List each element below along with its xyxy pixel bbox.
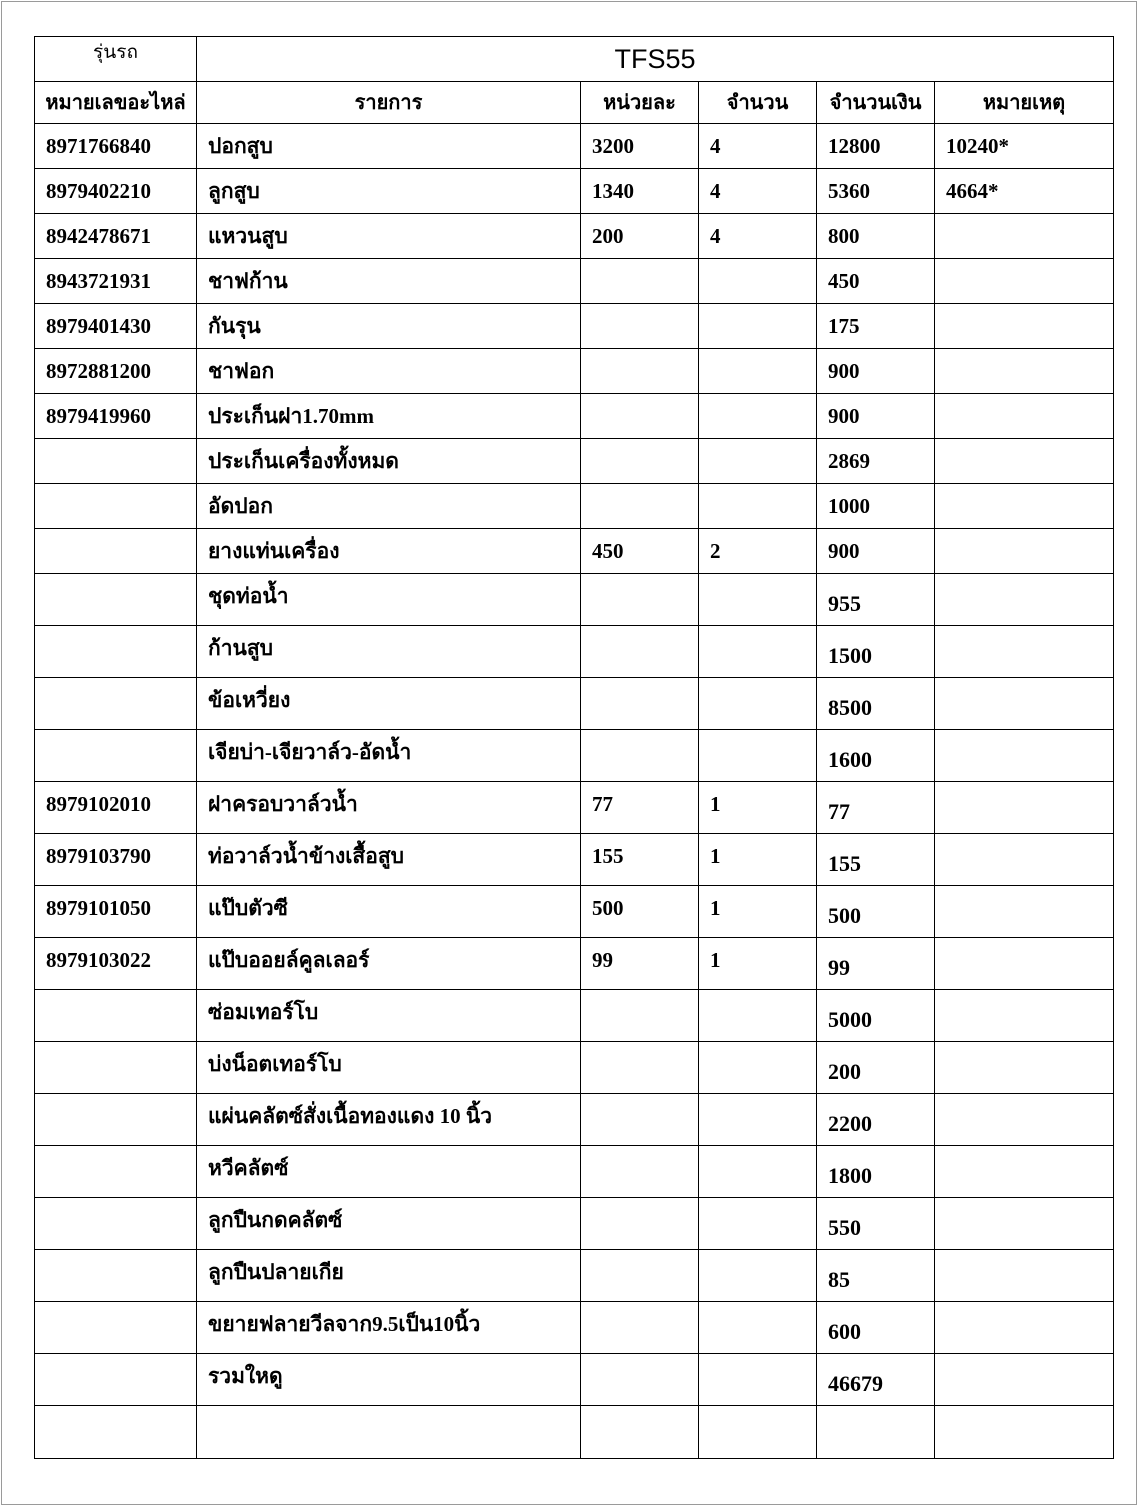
unit-price-cell: 1340 [581, 169, 699, 214]
unit-price-cell [581, 439, 699, 484]
item-cell: ท่อวาล์วน้ำข้างเสื้อสูบ [197, 834, 581, 886]
table-row [35, 349, 1114, 394]
column-header-qty: จำนวน [699, 82, 817, 124]
amount-cell: 155 [817, 834, 935, 886]
note-cell [935, 938, 1114, 990]
amount-cell: 500 [817, 886, 935, 938]
amount-cell: 450 [817, 259, 935, 304]
unit-price-cell [581, 1406, 699, 1459]
table-row [35, 1094, 1114, 1146]
item-cell: แหวนสูบ [197, 214, 581, 259]
unit-price-cell [581, 484, 699, 529]
unit-price-cell [581, 574, 699, 626]
unit-price-cell [581, 626, 699, 678]
quantity-cell [699, 259, 817, 304]
item-cell [197, 1406, 581, 1459]
quantity-cell [699, 1354, 817, 1406]
note-cell [935, 730, 1114, 782]
item-cell: ประเก็นฝา1.70mm [197, 394, 581, 439]
amount-cell: 900 [817, 349, 935, 394]
part-number-cell [35, 439, 197, 484]
item-cell: ลูกสูบ [197, 169, 581, 214]
table-row [35, 626, 1114, 678]
unit-price-cell [581, 1250, 699, 1302]
quantity-cell [699, 574, 817, 626]
item-cell: ชาฟก้าน [197, 259, 581, 304]
document-page [1, 1, 1137, 1505]
part-number-cell [35, 1198, 197, 1250]
amount-cell: 900 [817, 394, 935, 439]
part-number-cell [35, 529, 197, 574]
unit-price-cell [581, 730, 699, 782]
parts-table [34, 36, 1114, 1459]
quantity-cell: 4 [699, 169, 817, 214]
unit-price-cell: 99 [581, 938, 699, 990]
unit-price-cell [581, 1354, 699, 1406]
note-cell [935, 259, 1114, 304]
table-row [35, 1302, 1114, 1354]
part-number-cell [35, 1146, 197, 1198]
note-cell [935, 394, 1114, 439]
table-row [35, 214, 1114, 259]
note-cell [935, 1302, 1114, 1354]
note-cell [935, 626, 1114, 678]
item-cell: ก้านสูบ [197, 626, 581, 678]
part-number-cell: 8979102010 [35, 782, 197, 834]
unit-price-cell: 200 [581, 214, 699, 259]
note-cell [935, 678, 1114, 730]
quantity-cell [699, 1406, 817, 1459]
column-header-part-no: หมายเลขอะไหล่ [35, 82, 197, 124]
table-row [35, 484, 1114, 529]
part-number-cell: 8972881200 [35, 349, 197, 394]
note-cell [935, 1146, 1114, 1198]
quantity-cell [699, 990, 817, 1042]
part-number-cell: 8979419960 [35, 394, 197, 439]
quantity-cell: 1 [699, 886, 817, 938]
quantity-cell [699, 394, 817, 439]
part-number-cell: 8943721931 [35, 259, 197, 304]
table-row [35, 1250, 1114, 1302]
amount-cell: 1800 [817, 1146, 935, 1198]
item-cell: ชุดท่อน้ำ [197, 574, 581, 626]
item-cell: แป๊บออยล์คูลเลอร์ [197, 938, 581, 990]
amount-cell: 600 [817, 1302, 935, 1354]
note-cell: 4664* [935, 169, 1114, 214]
quantity-cell [699, 1042, 817, 1094]
part-number-cell [35, 1302, 197, 1354]
table-row [35, 886, 1114, 938]
table-row [35, 782, 1114, 834]
quantity-cell [699, 1094, 817, 1146]
amount-cell: 955 [817, 574, 935, 626]
item-cell: รวมใหดู [197, 1354, 581, 1406]
amount-cell [817, 1406, 935, 1459]
quantity-cell: 4 [699, 124, 817, 169]
item-cell: ยางแท่นเครื่อง [197, 529, 581, 574]
unit-price-cell: 155 [581, 834, 699, 886]
amount-cell: 2200 [817, 1094, 935, 1146]
item-cell: ชาฟอก [197, 349, 581, 394]
note-cell [935, 1406, 1114, 1459]
unit-price-cell [581, 678, 699, 730]
table-row [35, 990, 1114, 1042]
item-cell: อัดปอก [197, 484, 581, 529]
model-value: TFS55 [197, 37, 1114, 82]
unit-price-cell [581, 394, 699, 439]
table-row [35, 124, 1114, 169]
model-row [35, 37, 1114, 82]
model-label: รุ่นรถ [35, 37, 197, 82]
amount-cell: 1600 [817, 730, 935, 782]
part-number-cell [35, 1042, 197, 1094]
unit-price-cell: 450 [581, 529, 699, 574]
amount-cell: 900 [817, 529, 935, 574]
item-cell: แผ่นคลัตซ์สั่งเนื้อทองแดง 10 นิ้ว [197, 1094, 581, 1146]
column-header-row [35, 82, 1114, 124]
part-number-cell [35, 574, 197, 626]
note-cell [935, 484, 1114, 529]
amount-cell: 550 [817, 1198, 935, 1250]
quantity-cell [699, 439, 817, 484]
item-cell: แป๊บตัวซี [197, 886, 581, 938]
unit-price-cell [581, 259, 699, 304]
quantity-cell [699, 1146, 817, 1198]
note-cell [935, 1042, 1114, 1094]
note-cell [935, 439, 1114, 484]
part-number-cell [35, 626, 197, 678]
note-cell [935, 1094, 1114, 1146]
quantity-cell: 1 [699, 834, 817, 886]
quantity-cell: 4 [699, 214, 817, 259]
item-cell: กันรุน [197, 304, 581, 349]
note-cell [935, 886, 1114, 938]
table-row [35, 394, 1114, 439]
part-number-cell: 8979401430 [35, 304, 197, 349]
quantity-cell [699, 1302, 817, 1354]
amount-cell: 46679 [817, 1354, 935, 1406]
unit-price-cell: 77 [581, 782, 699, 834]
unit-price-cell: 500 [581, 886, 699, 938]
unit-price-cell [581, 1146, 699, 1198]
amount-cell: 77 [817, 782, 935, 834]
item-cell: ซ่อมเทอร์โบ [197, 990, 581, 1042]
part-number-cell [35, 990, 197, 1042]
amount-cell: 5360 [817, 169, 935, 214]
unit-price-cell [581, 990, 699, 1042]
item-cell: บ่งน็อตเทอร์โบ [197, 1042, 581, 1094]
note-cell [935, 782, 1114, 834]
unit-price-cell [581, 1042, 699, 1094]
amount-cell: 2869 [817, 439, 935, 484]
item-cell: ปอกสูบ [197, 124, 581, 169]
part-number-cell [35, 1250, 197, 1302]
amount-cell: 1000 [817, 484, 935, 529]
quantity-cell [699, 730, 817, 782]
note-cell: 10240* [935, 124, 1114, 169]
item-cell: ขยายฟลายวีลจาก9.5เป็น10นิ้ว [197, 1302, 581, 1354]
unit-price-cell [581, 1094, 699, 1146]
quantity-cell: 2 [699, 529, 817, 574]
quantity-cell [699, 484, 817, 529]
note-cell [935, 990, 1114, 1042]
note-cell [935, 304, 1114, 349]
part-number-cell [35, 1406, 197, 1459]
item-cell: ฝาครอบวาล์วน้ำ [197, 782, 581, 834]
unit-price-cell [581, 304, 699, 349]
item-cell: ประเก็นเครื่องทั้งหมด [197, 439, 581, 484]
table-row [35, 834, 1114, 886]
part-number-cell: 8942478671 [35, 214, 197, 259]
amount-cell: 99 [817, 938, 935, 990]
amount-cell: 5000 [817, 990, 935, 1042]
table-row [35, 1354, 1114, 1406]
table-row [35, 730, 1114, 782]
note-cell [935, 349, 1114, 394]
unit-price-cell: 3200 [581, 124, 699, 169]
part-number-cell: 8979103790 [35, 834, 197, 886]
note-cell [935, 834, 1114, 886]
note-cell [935, 1250, 1114, 1302]
quantity-cell: 1 [699, 938, 817, 990]
table-row [35, 259, 1114, 304]
note-cell [935, 1198, 1114, 1250]
part-number-cell [35, 484, 197, 529]
table-row [35, 574, 1114, 626]
amount-cell: 1500 [817, 626, 935, 678]
item-cell: ข้อเหวี่ยง [197, 678, 581, 730]
unit-price-cell [581, 1302, 699, 1354]
amount-cell: 8500 [817, 678, 935, 730]
amount-cell: 800 [817, 214, 935, 259]
quantity-cell [699, 349, 817, 394]
table-row [35, 938, 1114, 990]
item-cell: หวีคลัตซ์ [197, 1146, 581, 1198]
column-header-item: รายการ [197, 82, 581, 124]
column-header-amount: จำนวนเงิน [817, 82, 935, 124]
note-cell [935, 214, 1114, 259]
note-cell [935, 574, 1114, 626]
part-number-cell [35, 1094, 197, 1146]
table-row [35, 1146, 1114, 1198]
table-row [35, 529, 1114, 574]
table-row [35, 1406, 1114, 1459]
part-number-cell: 8979101050 [35, 886, 197, 938]
part-number-cell [35, 1354, 197, 1406]
amount-cell: 200 [817, 1042, 935, 1094]
table-row [35, 1198, 1114, 1250]
column-header-note: หมายเหตุ [935, 82, 1114, 124]
item-cell: ลูกปืนปลายเกีย [197, 1250, 581, 1302]
unit-price-cell [581, 1198, 699, 1250]
quantity-cell [699, 1250, 817, 1302]
unit-price-cell [581, 349, 699, 394]
table-row [35, 304, 1114, 349]
quantity-cell: 1 [699, 782, 817, 834]
note-cell [935, 1354, 1114, 1406]
table-row [35, 678, 1114, 730]
quantity-cell [699, 678, 817, 730]
quantity-cell [699, 304, 817, 349]
part-number-cell: 8979402210 [35, 169, 197, 214]
part-number-cell: 8971766840 [35, 124, 197, 169]
quantity-cell [699, 1198, 817, 1250]
amount-cell: 85 [817, 1250, 935, 1302]
item-cell: ลูกปืนกดคลัตซ์ [197, 1198, 581, 1250]
note-cell [935, 529, 1114, 574]
table-row [35, 1042, 1114, 1094]
part-number-cell [35, 678, 197, 730]
part-number-cell: 8979103022 [35, 938, 197, 990]
table-row [35, 169, 1114, 214]
item-cell: เจียบ่า-เจียวาล์ว-อัดน้ำ [197, 730, 581, 782]
part-number-cell [35, 730, 197, 782]
column-header-unit-price: หน่วยละ [581, 82, 699, 124]
amount-cell: 175 [817, 304, 935, 349]
quantity-cell [699, 626, 817, 678]
amount-cell: 12800 [817, 124, 935, 169]
table-row [35, 439, 1114, 484]
